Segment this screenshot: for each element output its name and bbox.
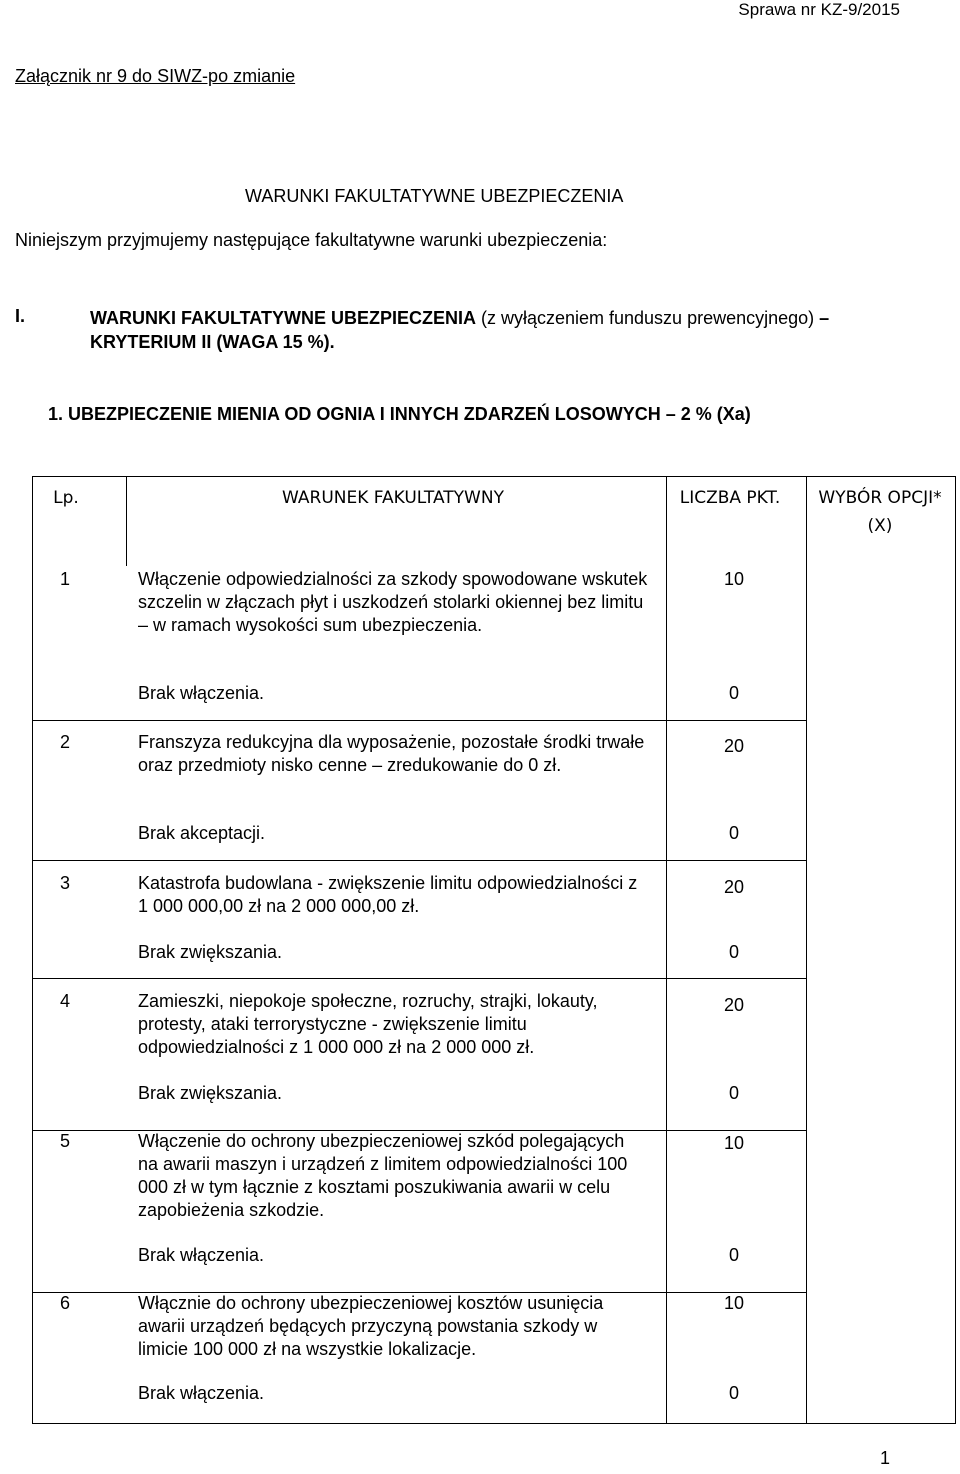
section-title bbox=[90, 306, 920, 354]
row-condition: Włączenie odpowiedzialności za szkody spowodowane wskutek szczelin w złączach płyt i uszkodzeń stolarki okiennej bez limitu – w ramach wysokości sum ubezpieczenia. bbox=[138, 569, 648, 635]
table-border-top bbox=[32, 476, 956, 477]
section-title-bold: WARUNKI FAKULTATYWNE UBEZPIECZENIA bbox=[90, 308, 476, 328]
row-alt-label: Brak zwiększania. bbox=[138, 1083, 283, 1103]
row-separator bbox=[32, 978, 806, 979]
row-separator bbox=[32, 860, 806, 861]
row-alt-points: 0 bbox=[728, 1245, 739, 1265]
row-alt-label: Brak włączenia. bbox=[138, 1245, 265, 1265]
table-divider-points bbox=[666, 476, 667, 1424]
row-separator bbox=[32, 720, 806, 721]
row-number: 4 bbox=[59, 991, 70, 1011]
row-alt-label: Brak włączenia. bbox=[138, 683, 265, 703]
table-border-left bbox=[32, 476, 33, 1424]
section-title-normal: (z wyłączeniem funduszu prewencyjnego) bbox=[475, 308, 815, 328]
page-number: 1 bbox=[880, 1448, 891, 1468]
table-divider-option bbox=[806, 476, 807, 1424]
subsection-title bbox=[48, 404, 751, 425]
section-number: I. bbox=[15, 306, 26, 326]
row-condition: Włącznie do ochrony ubezpieczeniowej kosztów usunięcia awarii urządzeń będących przyczyną powstania szkody w limicie 100 000 zł na wszystkie lokalizacje. bbox=[138, 1293, 604, 1359]
row-condition: Franszyza redukcyjna dla wyposażenie, pozostałe środki trwałe oraz przedmioty nisko cenne – zredukowanie do 0 zł. bbox=[138, 732, 645, 775]
row-number: 2 bbox=[59, 732, 70, 752]
row-alt-points: 0 bbox=[728, 942, 739, 962]
conditions-table bbox=[32, 476, 956, 1424]
row-condition: Katastrofa budowlana - zwiększenie limitu odpowiedzialności z 1 000 000,00 zł na 2 000 000,00 zł. bbox=[138, 873, 638, 916]
case-number: Sprawa nr KZ-9/2015 bbox=[738, 0, 900, 19]
header-points: LICZBA PKT. bbox=[679, 488, 781, 508]
row-alt-points: 0 bbox=[728, 683, 739, 703]
subsection-title-main: 1. UBEZPIECZENIE MIENIA OD OGNIA I INNYCH ZDARZEŃ LOSOWYCH bbox=[48, 404, 661, 424]
header-option: WYBÓR OPCJI* (X) bbox=[818, 488, 942, 536]
row-alt-label: Brak akceptacji. bbox=[138, 823, 266, 843]
row-points: 10 bbox=[723, 569, 745, 589]
row-alt-points: 0 bbox=[728, 1383, 739, 1403]
subsection-weight: – 2 % (Xa) bbox=[660, 404, 751, 424]
row-points: 20 bbox=[723, 877, 745, 897]
row-number: 5 bbox=[59, 1131, 70, 1151]
row-alt-points: 0 bbox=[728, 823, 739, 843]
row-points: 10 bbox=[723, 1293, 745, 1313]
row-number: 3 bbox=[59, 873, 70, 893]
row-points: 20 bbox=[723, 736, 745, 756]
row-condition: Włączenie do ochrony ubezpieczeniowej szkód polegających na awarii maszyn i urządzeń z limitem odpowiedzialności 100 000 zł w tym łącznie z kosztami poszukiwania awarii w celu zapobieżenia szkodzie. bbox=[138, 1131, 628, 1220]
table-border-bottom bbox=[32, 1423, 956, 1424]
annex-title: Załącznik nr 9 do SIWZ-po zmianie bbox=[15, 66, 296, 86]
table-divider-lp bbox=[126, 476, 127, 566]
document-title: WARUNKI FAKULTATYWNE UBEZPIECZENIA bbox=[245, 186, 624, 206]
row-alt-label: Brak zwiększania. bbox=[138, 942, 283, 962]
row-alt-label: Brak włączenia. bbox=[138, 1383, 265, 1403]
row-points: 20 bbox=[723, 995, 745, 1015]
intro-text: Niniejszym przyjmujemy następujące fakultatywne warunki ubezpieczenia: bbox=[15, 230, 608, 250]
row-number: 1 bbox=[59, 569, 70, 589]
table-border-right bbox=[955, 476, 956, 1424]
row-points: 10 bbox=[723, 1133, 745, 1153]
row-alt-points: 0 bbox=[728, 1083, 739, 1103]
header-condition: WARUNEK FAKULTATYWNY bbox=[282, 488, 504, 508]
row-condition: Zamieszki, niepokoje społeczne, rozruchy, strajki, lokauty, protesty, ataki terrorystyczne - zwiększenie limitu odpowiedzialności z 1 000 000 zł na 2 000 000 zł. bbox=[138, 991, 598, 1057]
header-lp: Lp. bbox=[53, 488, 79, 508]
row-number: 6 bbox=[59, 1293, 70, 1313]
section-title-criterion: – KRYTERIUM II (WAGA 15 %). bbox=[90, 308, 830, 352]
